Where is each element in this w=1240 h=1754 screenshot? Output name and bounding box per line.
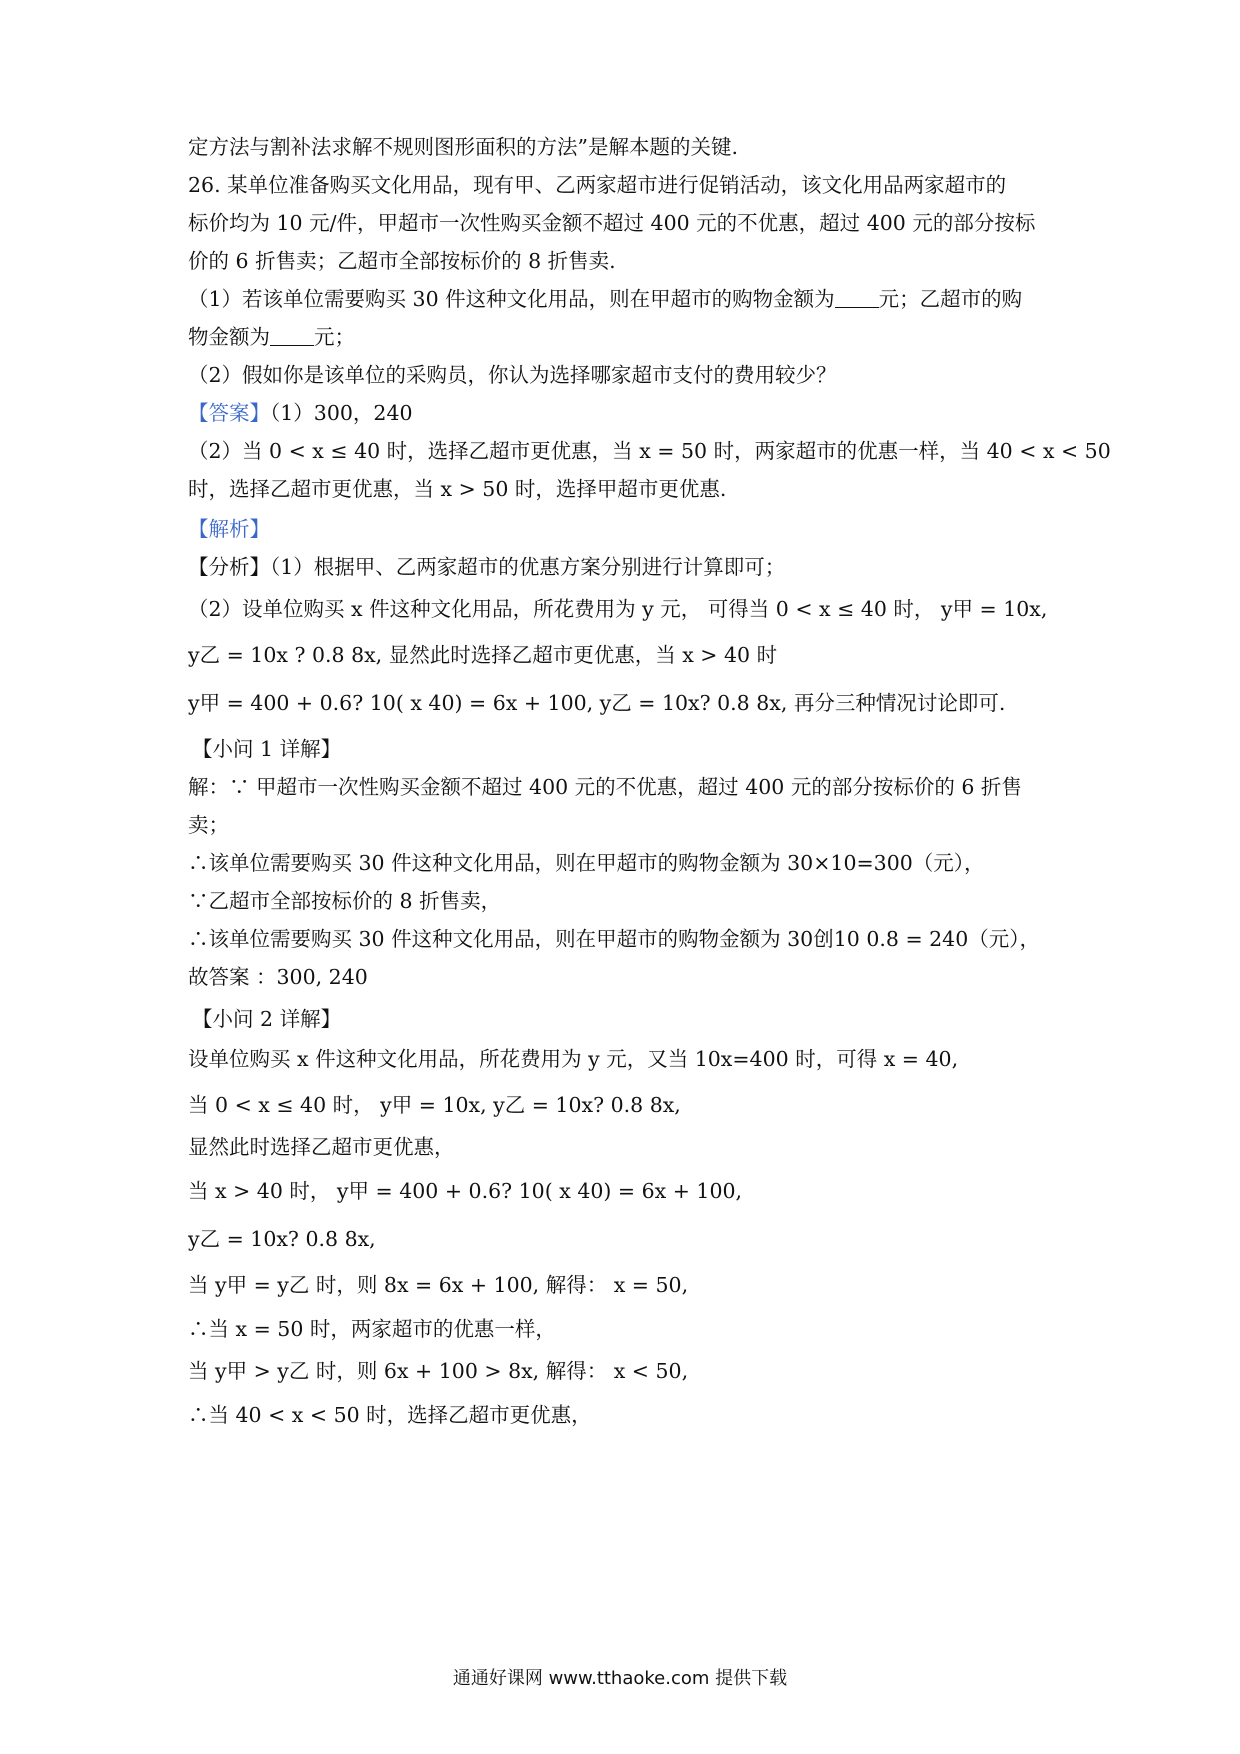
answer-line-3: 时，选择乙超市更优惠，当 x > 50 时，选择甲超市更优惠.	[188, 477, 727, 501]
answer-tag: 【答案】	[188, 401, 270, 425]
sub-question-2: （2）假如你是该单位的采购员，你认为选择哪家超市支付的费用较少？	[188, 363, 837, 387]
solution-line: ∴该单位需要购买 30 件这种文化用品，则在甲超市的购物金额为 30×10=300（元），	[188, 851, 985, 875]
solution-line: ∵乙超市全部按标价的 8 折售卖，	[188, 889, 502, 913]
solution-line: ∴该单位需要购买 30 件这种文化用品，则在甲超市的购物金额为 30创10 0.8 = 240（元），	[188, 927, 1041, 951]
analysis-line: y甲 = 400 + 0.6? 10( x 40) = 6x + 100, y乙 = 10x? 0.8 8x, 再分三种情况讨论即可.	[188, 691, 1006, 715]
sub-question-1-text-2: 元；乙超市的购	[878, 287, 1023, 311]
text-line: 定方法与割补法求解不规则图形面积的方法”是解本题的关键.	[188, 135, 738, 159]
analysis-line: y乙 = 10x ? 0.8 8x, 显然此时选择乙超市更优惠，当 x > 40 时	[188, 643, 778, 667]
detail-1-heading: 【小问 1 详解】	[192, 737, 342, 761]
solution-line: 故答案 ：300, 240	[188, 965, 368, 989]
sub-question-1-text-3: 物金额为	[188, 325, 270, 349]
solution-line: 当 y甲 = y乙 时，则 8x = 6x + 100, 解得： x = 50,	[188, 1273, 689, 1297]
question-title: 26. 某单位准备购买文化用品，现有甲、乙两家超市进行促销活动，该文化用品两家超市的	[188, 173, 1007, 197]
sub-question-1	[188, 284, 1060, 314]
solution-line: ∴当 x = 50 时，两家超市的优惠一样，	[188, 1317, 556, 1341]
solution-line: ∴当 40 < x < 50 时，选择乙超市更优惠，	[188, 1403, 592, 1427]
analysis-tag: 【解析】	[188, 517, 270, 541]
answer-blank	[270, 325, 314, 346]
solution-line: y乙 = 10x? 0.8 8x,	[188, 1227, 376, 1251]
text-line: 价的 6 折售卖；乙超市全部按标价的 8 折售卖.	[188, 249, 616, 273]
solution-line: 卖；	[188, 813, 229, 837]
answer-text: （1）300，240	[270, 401, 413, 425]
sub-question-1-text-4: 元；	[314, 325, 355, 349]
answer-blank	[835, 287, 879, 308]
solution-line: 设单位购买 x 件这种文化用品，所花费用为 y 元，又当 10x=400 时，可得 x = 40,	[188, 1047, 959, 1071]
footer-watermark: 通通好课网 www.tthaoke.com 提供下载	[452, 1668, 788, 1689]
text-line: 标价均为 10 元/件，甲超市一次性购买金额不超过 400 元的不优惠，超过 400 元的部分按标	[188, 211, 1036, 235]
analysis-line: （2）设单位购买 x 件这种文化用品，所花费用为 y 元， 可得当 0 < x ≤ 40 时， y甲 = 10x,	[188, 597, 1048, 621]
answer-line	[188, 398, 1060, 428]
analysis-line: 【分析】（1）根据甲、乙两家超市的优惠方案分别进行计算即可；	[188, 555, 786, 579]
detail-2-heading: 【小问 2 详解】	[192, 1007, 342, 1031]
solution-line: 显然此时选择乙超市更优惠，	[188, 1135, 455, 1159]
solution-line: 解：∵ 甲超市一次性购买金额不超过 400 元的不优惠，超过 400 元的部分按标价的 6 折售	[188, 775, 1022, 799]
solution-line: 当 x > 40 时， y甲 = 400 + 0.6? 10( x 40) = 6x + 100,	[188, 1179, 743, 1203]
sub-question-1-cont	[188, 322, 1060, 352]
solution-line: 当 0 < x ≤ 40 时， y甲 = 10x, y乙 = 10x? 0.8 8x,	[188, 1093, 681, 1117]
sub-question-1-text: （1）若该单位需要购买 30 件这种文化用品，则在甲超市的购物金额为	[188, 287, 835, 311]
answer-line-2: （2）当 0 < x ≤ 40 时，选择乙超市更优惠，当 x = 50 时，两家超市的优惠一样，当 40 < x < 50	[188, 439, 1111, 463]
solution-line: 当 y甲 > y乙 时，则 6x + 100 > 8x, 解得： x < 50,	[188, 1359, 689, 1383]
